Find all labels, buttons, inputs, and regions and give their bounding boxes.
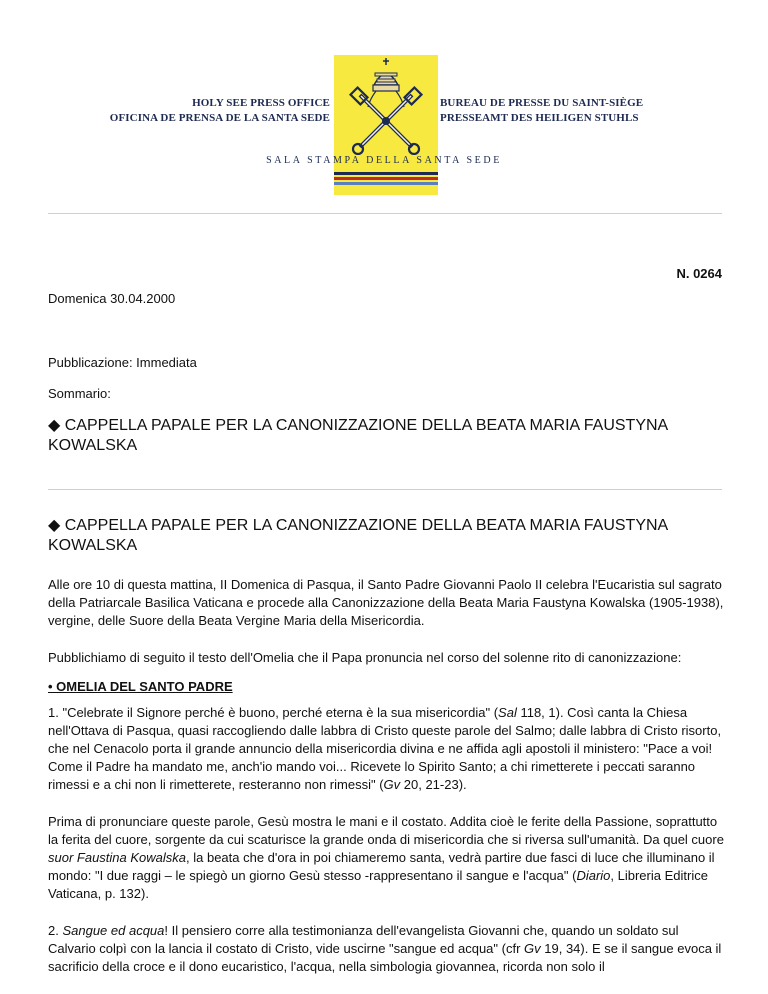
header-stripes xyxy=(334,172,438,187)
summary-label: Sommario: xyxy=(48,386,111,401)
bulletin-number: N. 0264 xyxy=(676,266,722,281)
p1-text-b: 118, 1). Così canta la Chiesa nell'Ottava di Pasqua, quasi raccogliendo dalle labbra di Cristo queste parole del Salmo; dalle labbra di Cristo risorto, che nel Cenacolo porta il grande annuncio della misericordia divina e ne affida agli apostoli il ministero: "Pace a voi! Come il Padre ha mandato me, anch'io mando voi... Ricevete lo Spirito Santo; a chi rimetterete i peccati saranno rimessi e a chi non li rimetterete, resteranno non rimessi" ( xyxy=(48,705,722,792)
summary-item[interactable] xyxy=(48,416,728,456)
keys-and-tiara-icon xyxy=(334,55,438,155)
publication-status: Pubblicazione: Immediata xyxy=(48,355,197,370)
p1-text-c: 20, 21-23). xyxy=(400,777,467,792)
stripe-navy xyxy=(334,172,438,175)
homily-paragraph-1 xyxy=(48,704,724,794)
bureau-de-presse: BUREAU DE PRESSE DU SAINT-SIÈGE xyxy=(440,97,644,109)
homily-paragraph-2 xyxy=(48,813,724,903)
p3-text-b: 19, 34). E se il sangue evoca il sacrificio della croce e il dono eucaristico, l'acqua, nella simbologia giovannea, ricorda non solo il xyxy=(48,941,722,974)
p2-text-b: , la beata che d'ora in poi chiameremo santa, vedrà partire due fasci di luce che illuminano il mondo: "I due raggi – le spiegò un giorno Gesù stesso -rappresentano il sangue e l'acqua" ( xyxy=(48,850,715,883)
header-left-names xyxy=(110,96,330,126)
summary-item-line2: KOWALSKA xyxy=(48,437,138,454)
stripe-red xyxy=(334,177,438,180)
p3-text-a: ! Il pensiero corre alla testimonianza dell'evangelista Giovanni che, quando un soldato sul Calvario colpì con la lancia il costato di Cristo, vide uscirne "sangue ed acqua" (cfr xyxy=(48,923,679,956)
p2-sister: suor Faustina Kowalska xyxy=(48,850,187,865)
p1-text-a: 1. "Celebrate il Signore perché è buono, perché eterna è la sua misericordia" ( xyxy=(48,705,499,720)
p2-text-a: Prima di pronunciare queste parole, Gesù mostra le mani e il costato. Addita cioè le ferite della Passione, soprattutto la ferita del cuore, sorgente da cui scaturisce la grande onda di misericordia che si riversa sull'umanità. Da quel cuore xyxy=(48,814,724,847)
homily-paragraph-3 xyxy=(48,922,724,976)
divider-top xyxy=(48,213,722,214)
p1-sal: Sal xyxy=(498,705,517,720)
divider-middle xyxy=(48,489,722,490)
press-office-header xyxy=(0,0,768,200)
summary-item-line1: ◆ CAPPELLA PAPALE PER LA CANONIZZAZIONE DELLA BEATA MARIA FAUSTYNA xyxy=(48,417,669,434)
p3-em: Sangue ed acqua xyxy=(62,923,165,938)
p3-num: 2. xyxy=(48,923,63,938)
presseamt: PRESSEAMT DES HEILIGEN STUHLS xyxy=(440,112,639,124)
p2-diario: Diario xyxy=(576,868,611,883)
section-title-line2: KOWALSKA xyxy=(48,537,138,554)
p3-gv: Gv xyxy=(524,941,541,956)
intro-paragraph: Alle ore 10 di questa mattina, II Domenica di Pasqua, il Santo Padre Giovanni Paolo II celebra l'Eucaristia sul sagrato della Patriarcale Basilica Vaticana e procede alla Canonizzazione della Beata Maria Faustyna Kowalska (1905-1938), vergine, delle Suore della Beata Vergine Maria della Misericordia. xyxy=(48,577,724,628)
bulletin-date: Domenica 30.04.2000 xyxy=(48,291,176,306)
oficina-de-prensa: OFICINA DE PRENSA DE LA SANTA SEDE xyxy=(109,112,330,124)
stripe-blue xyxy=(334,182,438,185)
holy-see-press-office: HOLY SEE PRESS OFFICE xyxy=(192,97,330,109)
p1-gv: Gv xyxy=(383,777,401,792)
sala-stampa-title: SALA STAMPA DELLA SANTA SEDE xyxy=(266,155,502,166)
publish-note: Pubblichiamo di seguito il testo dell'Omelia che il Papa pronuncia nel corso del solenne rito di canonizzazione: xyxy=(48,650,682,665)
header-right-names xyxy=(440,96,643,126)
section-title-line1: ◆ CAPPELLA PAPALE PER LA CANONIZZAZIONE DELLA BEATA MARIA FAUSTYNA xyxy=(48,517,669,534)
homily-heading[interactable]: • OMELIA DEL SANTO PADRE xyxy=(48,679,233,694)
p2-text-c: , Libreria Editrice Vaticana, p. 132). xyxy=(48,868,708,901)
section-title xyxy=(48,516,728,556)
